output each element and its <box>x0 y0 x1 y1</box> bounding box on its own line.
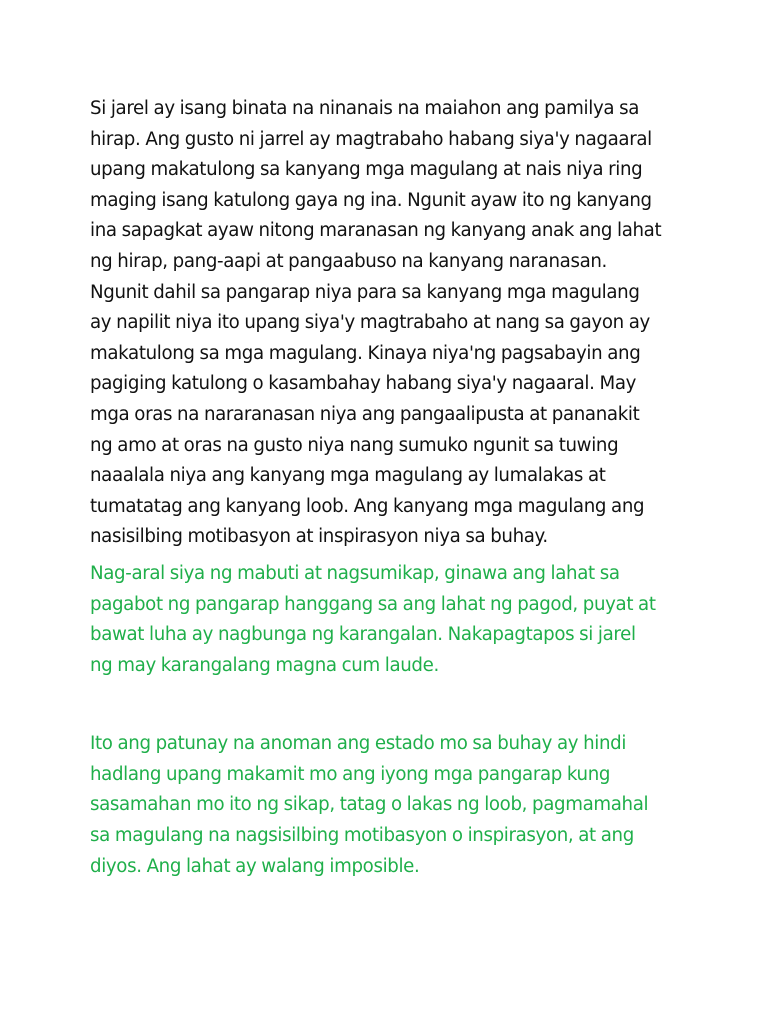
text-line: ng may karangalang magna cum laude. <box>90 654 439 676</box>
text-line: ina sapagkat ayaw nitong maranasan ng kanyang anak ang lahat <box>90 220 662 242</box>
text-line: ng hirap, pang-aapi at pangaabuso na kanyang naranasan. <box>90 250 607 272</box>
text-line: pagabot ng pangarap hanggang sa ang lahat ng pagod, puyat at <box>90 593 656 615</box>
text-line: mga oras na nararanasan niya ang pangaalipusta at pananakit <box>90 403 640 425</box>
text-line: sa magulang na nagsisilbing motibasyon o inspirasyon, at ang <box>90 825 634 847</box>
text-line: hadlang upang makamit mo ang iyong mga pangarap kung <box>90 763 611 785</box>
document-page <box>90 94 690 882</box>
paragraph-conclusion <box>90 729 690 882</box>
text-line: nasisilbing motibasyon at inspirasyon niya sa buhay. <box>90 526 548 548</box>
paragraph-achievement <box>90 559 690 681</box>
text-line: upang makatulong sa kanyang mga magulang at nais niya ring <box>90 159 643 181</box>
text-line: bawat luha ay nagbunga ng karangalan. Nakapagtapos si jarel <box>90 624 636 646</box>
text-line: naaalala niya ang kanyang mga magulang ay lumalakas at <box>90 465 606 487</box>
text-line: sasamahan mo ito ng sikap, tatag o lakas ng loob, pagmamahal <box>90 794 649 816</box>
text-line: Ito ang patunay na anoman ang estado mo sa buhay ay hindi <box>90 733 627 755</box>
text-line: makatulong sa mga magulang. Kinaya niya'ng pagsabayin ang <box>90 342 641 364</box>
text-line: ay napilit niya ito upang siya'y magtrabaho at nang sa gayon ay <box>90 312 650 334</box>
text-line: pagiging katulong o kasambahay habang siya'y nagaaral. May <box>90 373 637 395</box>
text-line: Nag-aral siya ng mabuti at nagsumikap, ginawa ang lahat sa <box>90 562 620 584</box>
text-line: maging isang katulong gaya ng ina. Ngunit ayaw ito ng kanyang <box>90 189 652 211</box>
text-line: Si jarel ay isang binata na ninanais na maiahon ang pamilya sa <box>90 98 640 119</box>
text-line: hirap. Ang gusto ni jarrel ay magtrabaho habang siya'y nagaaral <box>90 128 652 150</box>
text-line: ng amo at oras na gusto niya nang sumuko ngunit sa tuwing <box>90 434 619 456</box>
text-line: tumatatag ang kanyang loob. Ang kanyang mga magulang ang <box>90 495 645 517</box>
text-line: diyos. Ang lahat ay walang imposible. <box>90 855 420 877</box>
paragraph-story-intro <box>90 94 690 553</box>
text-line: Ngunit dahil sa pangarap niya para sa kanyang mga magulang <box>90 281 640 303</box>
